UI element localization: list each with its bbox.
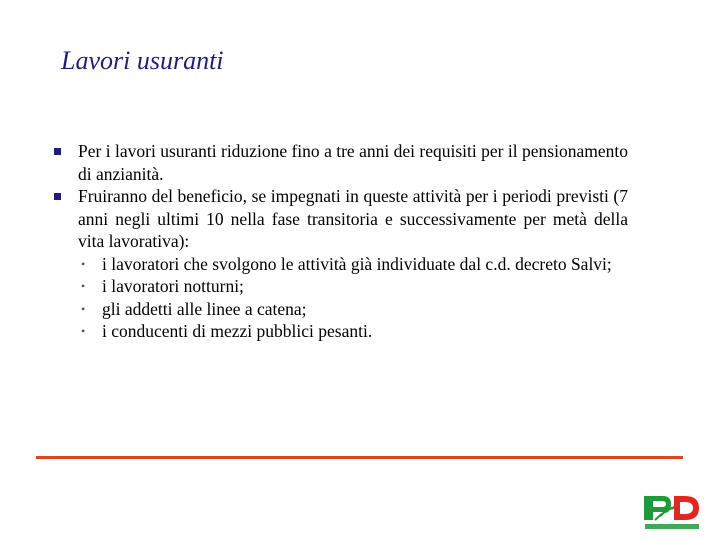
dot-bullet-icon: • [81, 256, 86, 271]
bullet-item [50, 140, 628, 185]
sub-bullet-text: i conducenti di mezzi pubblici pesanti. [102, 321, 373, 341]
pd-party-logo-icon [643, 494, 701, 532]
square-bullet-icon [54, 193, 61, 200]
bullet-text: Per i lavori usuranti riduzione fino a tre anni dei requisiti per il pensionamento di anzianità. [78, 141, 628, 184]
sub-bullet-text: i lavoratori che svolgono le attività già individuate dal c.d. decreto Salvi; [102, 253, 612, 274]
dot-bullet-icon: • [81, 324, 86, 338]
sub-bullet-item [78, 298, 628, 321]
sub-bullet-list [78, 253, 628, 343]
footer-divider [36, 456, 683, 459]
slide-title: Lavori usuranti [61, 46, 224, 75]
sub-bullet-text: i lavoratori notturni; [102, 276, 244, 296]
sub-bullet-text: gli addetti alle linee a catena; [102, 298, 307, 319]
sub-bullet-item [78, 253, 628, 276]
square-bullet-icon [54, 148, 61, 155]
sub-bullet-item [78, 320, 628, 343]
dot-bullet-icon: • [81, 279, 86, 293]
bullet-text: Fruiranno del beneficio, se impegnati in queste attività per i periodi previsti (7 anni negli ultimi 10 nella fase transitoria e successivamente per metà della vita lavorativa): [78, 186, 628, 251]
bullet-list [50, 140, 628, 343]
sub-bullet-item [78, 275, 628, 298]
dot-bullet-icon: • [81, 301, 86, 316]
bullet-item [50, 185, 628, 343]
